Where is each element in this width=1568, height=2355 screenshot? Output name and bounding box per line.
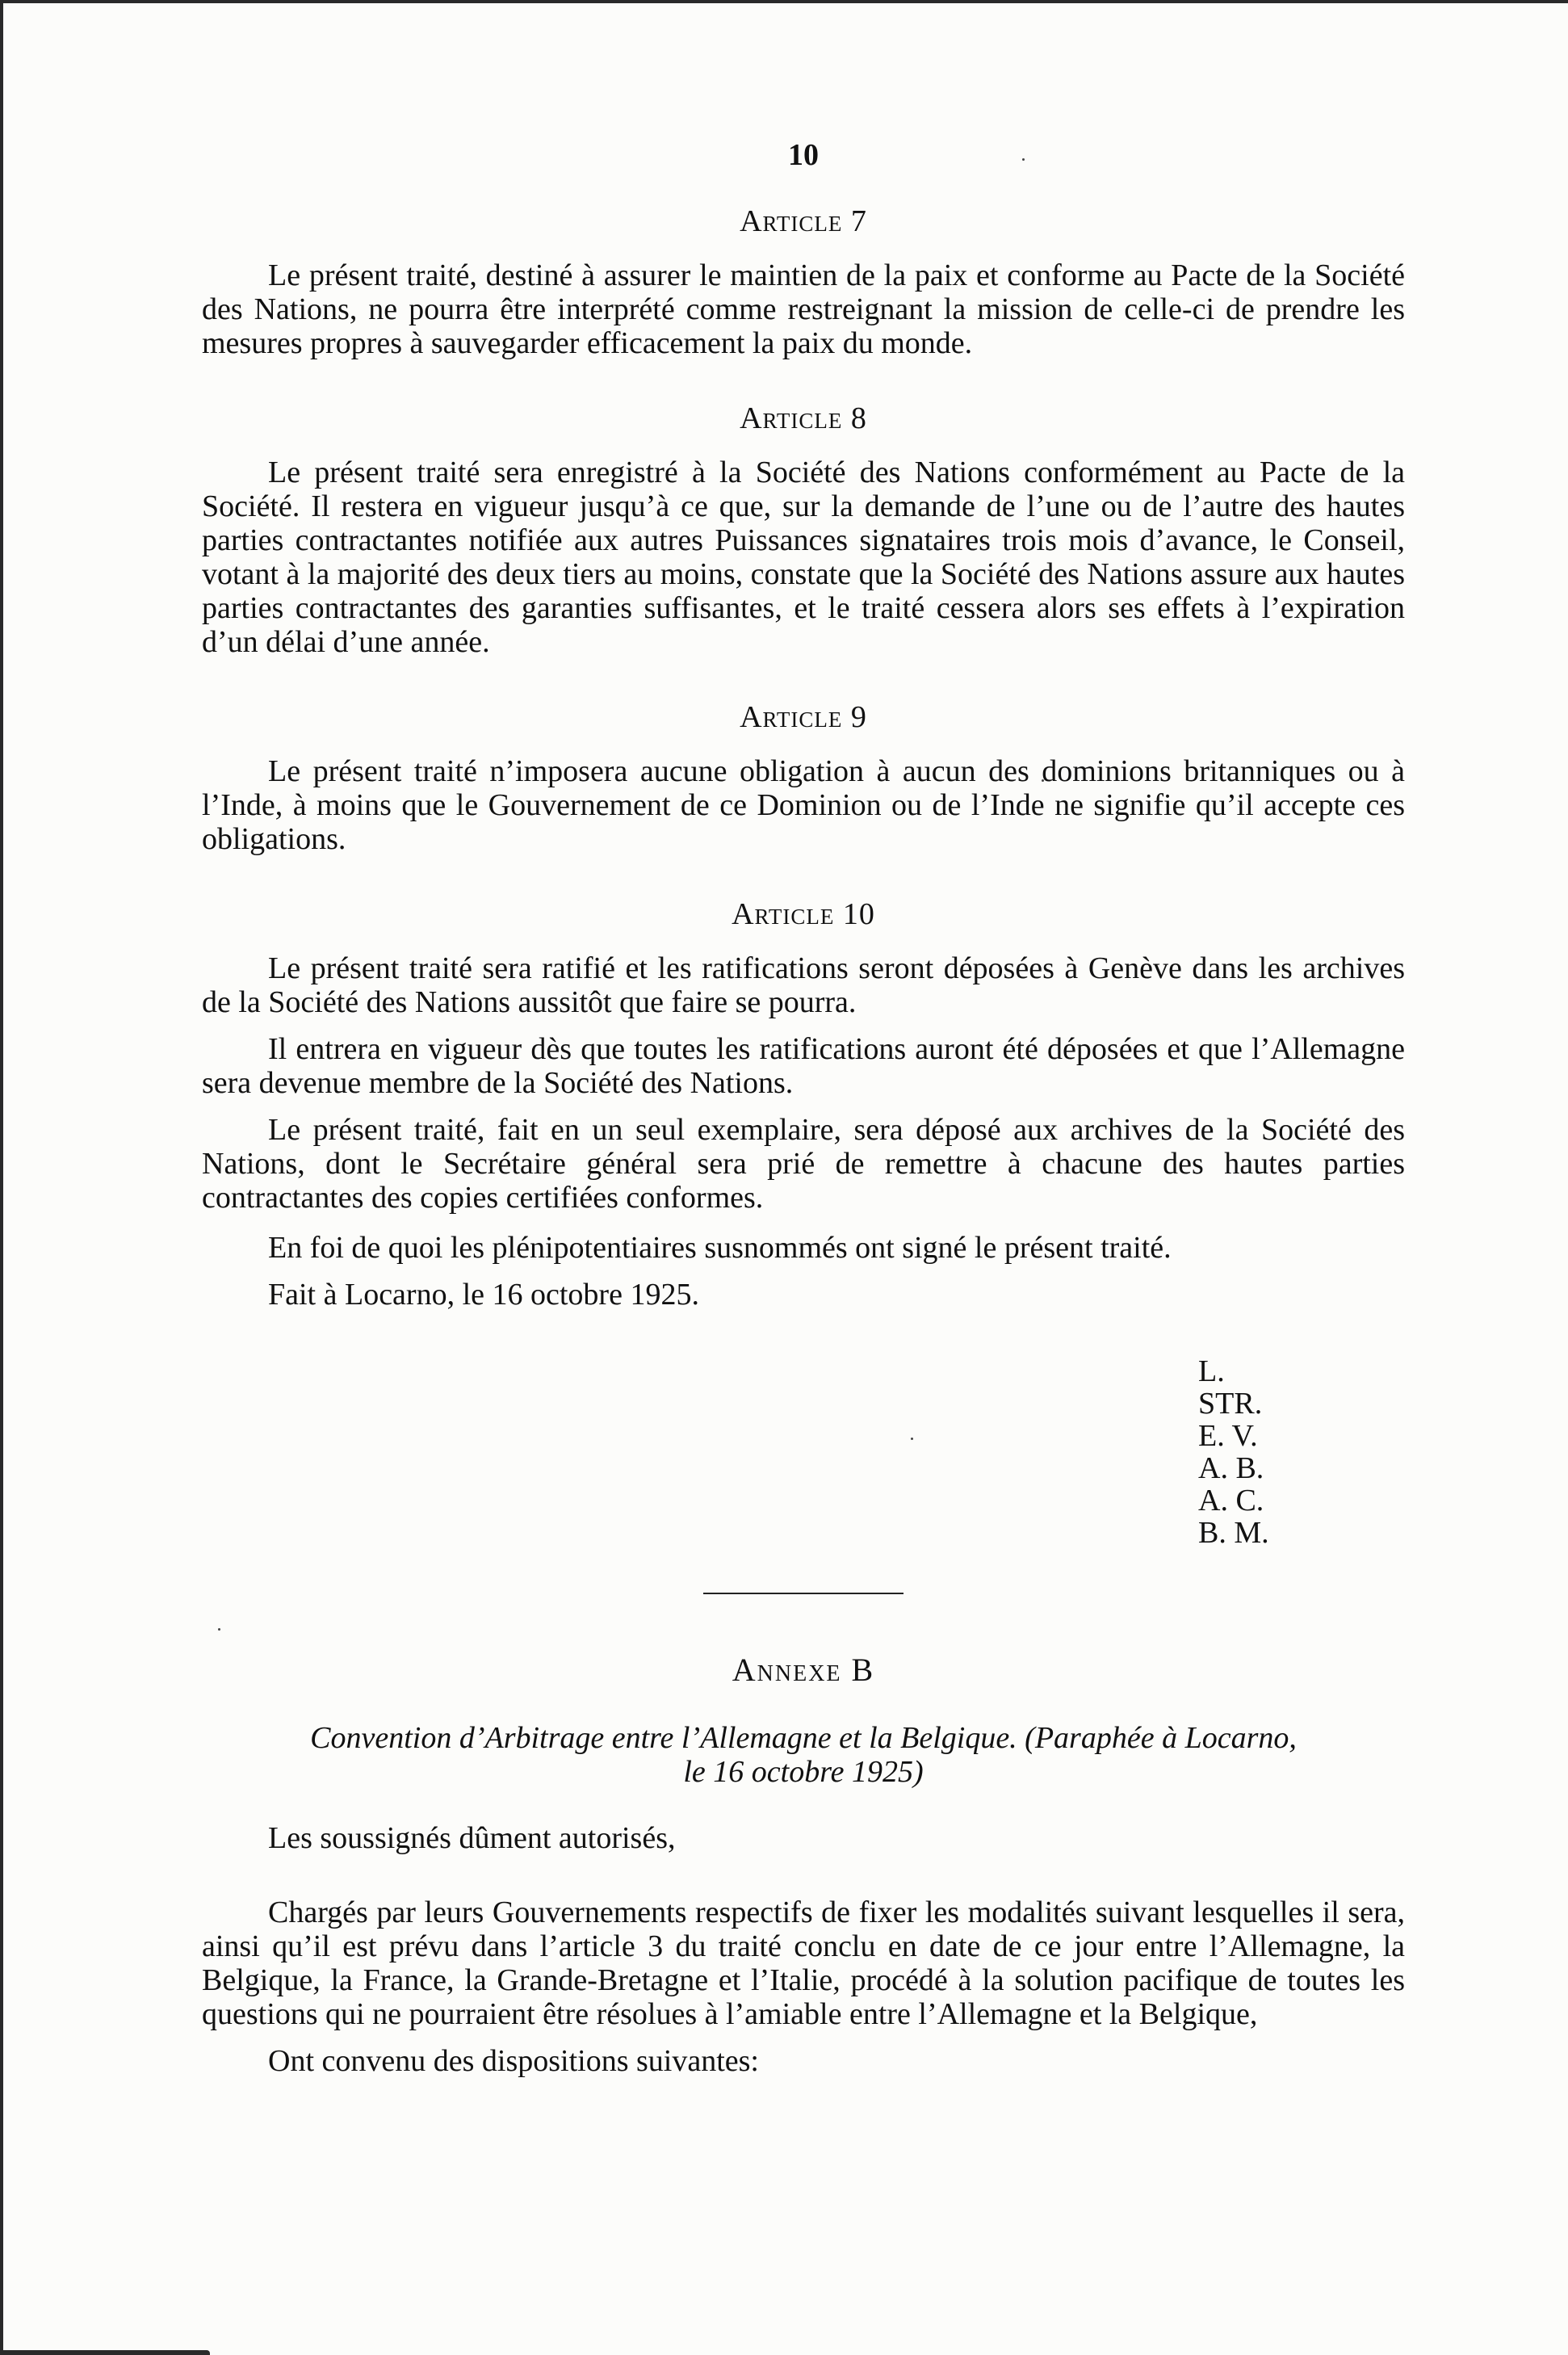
article-title: Article 8: [740, 401, 867, 435]
scan-edge-left: [0, 0, 3, 2355]
annex-subtitle: [202, 1721, 1405, 1789]
article-paragraph: Le présent traité, fait en un seul exemplaire, sera déposé aux archives de la Société des Nations, dont le Secrétaire général sera prié de remettre à chacune des hautes parties contractantes des copies certifiées conformes.: [202, 1113, 1405, 1215]
signatory-initials: [1198, 1355, 1405, 1549]
article-paragraph: Il entrera en vigueur dès que toutes les ratifications auront été déposées et que l’Allemagne sera devenue membre de la Société des Nations.: [202, 1032, 1405, 1100]
article-8: [202, 401, 1405, 659]
page-number: 10: [788, 138, 819, 172]
article-title: Article 7: [740, 204, 867, 238]
annex-b: [202, 1651, 1405, 2078]
closing-block: [202, 1231, 1405, 1312]
article-title: Article 10: [732, 897, 875, 931]
article-10: [202, 896, 1405, 1215]
article-paragraph: Le présent traité, destiné à assurer le maintien de la paix et conforme au Pacte de la Société des Nations, ne pourra être interprété comme restreignant la mission de celle-ci de prendre les mesures propres à sauvegarder efficacement la paix du monde.: [202, 258, 1405, 360]
initial-line: STR.: [1198, 1387, 1263, 1421]
closing-statement: En foi de quoi les plénipotentiaires susnommés ont signé le présent traité.: [268, 1231, 1172, 1265]
article-paragraph: Le présent traité n’imposera aucune obligation à aucun des dominions britanniques ou à l’Inde, à moins que le Gouvernement de ce Dominion ou de l’Inde ne signifie qu’il accepte ces obligations.: [202, 754, 1405, 856]
closing-place-date: Fait à Locarno, le 16 octobre 1925.: [268, 1278, 699, 1312]
article-7: [202, 204, 1405, 360]
article-title: Article 9: [740, 700, 867, 734]
scan-edge-top: [0, 0, 1568, 3]
annex-paragraph: Les soussignés dûment autorisés,: [268, 1821, 676, 1855]
annex-paragraph: Chargés par leurs Gouvernements respectifs de fixer les modalités suivant lesquelles il sera, ainsi qu’il est prévu dans l’article 3 du traité conclu en date de ce jour entre l’Allemagne, la Belgique, la France, la Grande-Bretagne et l’Italie, procédé à la solution pacifique de toutes les questions qui ne pourraient être résolues à l’amiable entre l’Allemagne et la Belgique,: [202, 1895, 1405, 2031]
annex-title: Annexe B: [732, 1652, 875, 1688]
article-9: [202, 699, 1405, 856]
initial-line: A. B.: [1198, 1451, 1264, 1485]
initial-line: B. M.: [1198, 1516, 1269, 1550]
article-paragraph: Le présent traité sera ratifié et les ratifications seront déposées à Genève dans les archives de la Société des Nations aussitôt que faire se pourra.: [202, 951, 1405, 1019]
initial-line: E. V.: [1198, 1419, 1258, 1453]
text-column: [202, 137, 1405, 2078]
annex-subtitle-line: Convention d’Arbitrage entre l’Allemagne et la Belgique. (Paraphée à Locarno,: [310, 1721, 1297, 1755]
section-divider: [703, 1593, 903, 1594]
annex-subtitle-line: le 16 octobre 1925): [683, 1755, 924, 1789]
annex-paragraph: Ont convenu des dispositions suivantes:: [268, 2044, 759, 2078]
initial-line: L.: [1198, 1354, 1225, 1388]
article-paragraph: Le présent traité sera enregistré à la Société des Nations conformément au Pacte de la Société. Il restera en vigueur jusqu’à ce que, sur la demande de l’une ou de l’autre des hautes parties contractantes notifiée aux autres Puissances signataires trois mois d’avance, le Conseil, votant à la majorité des deux tiers au moins, constate que la Société des Nations assure aux hautes parties contractantes des garanties suffisantes, et le traité cessera alors ses effets à l’expiration d’un délai d’une année.: [202, 455, 1406, 659]
scan-edge-corner: [0, 2350, 210, 2355]
initial-line: A. C.: [1198, 1484, 1264, 1518]
